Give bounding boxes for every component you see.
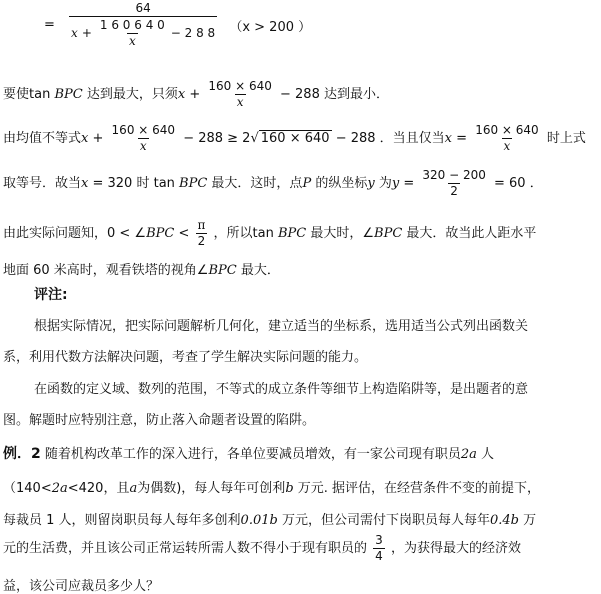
var-2a: 2a [51, 481, 68, 496]
radicand: 160 × 640 [260, 131, 330, 146]
inner-fraction-denominator: x [128, 34, 136, 48]
fraction-numerator: 160 × 640 [111, 123, 176, 137]
fraction [420, 169, 488, 198]
fraction-denominator: 2 [197, 234, 206, 248]
text-segment: 达到最大，只须 [82, 87, 178, 102]
text-segment: 元的生活费，并且该公司正常运转所需人数不得小于现有职员的 [3, 541, 368, 556]
equals-sign: = [399, 176, 415, 191]
equals-sign: = [44, 17, 55, 33]
angle-bpc: BPC [179, 176, 208, 191]
text-segment: 最大．这时，点 [207, 176, 303, 191]
value-0-01b: 0.01b [240, 513, 278, 528]
comment-paragraph-2-line-1: 在函数的定义域、数列的范围，不等式的成立条件等细节上构造陷阱等，是出题者的意 [34, 382, 529, 397]
var-x: x [444, 131, 453, 146]
formula-line-1 [3, 80, 389, 109]
angle-bpc: BPC [208, 263, 237, 278]
inner-fraction [98, 19, 167, 48]
var-y: y [391, 176, 400, 191]
example-line-5: 益，该公司应裁员多少人？ [3, 579, 160, 594]
fraction [473, 124, 541, 153]
comment-paragraph-1-line-1: 根据实际情况，把实际问题解析几何化，建立适当的坐标系，选用适当公式列出函数关 [34, 319, 529, 334]
text-segment: 人 [476, 447, 495, 462]
text-segment: ，为获得最大的经济效 [390, 541, 521, 556]
fraction-denominator: 2 [450, 184, 458, 198]
text-segment: 的纵坐标 [311, 176, 368, 191]
plus-sign: + [92, 131, 104, 146]
text-segment: 时 tan [132, 176, 180, 191]
formula-line-4 [3, 219, 536, 248]
text-segment: 为偶数)，每人每年可创利 [137, 481, 286, 496]
var-y: y [367, 176, 375, 191]
text-segment: 由均值不等式 [3, 131, 82, 146]
domain-condition: （x > 200 ） [229, 19, 312, 35]
fraction-denominator: x [139, 139, 147, 153]
var-a: a [129, 481, 138, 496]
text-segment: = 60 ． [494, 176, 543, 191]
example-line-1 [3, 443, 494, 463]
fraction-denominator: 4 [375, 549, 383, 563]
comment-paragraph-2-line-2: 图。解题时应特别注意，防止落入命题者设置的陷阱。 [3, 413, 316, 428]
fraction-denominator: x [236, 95, 244, 109]
text-segment: − 288 ≥ 2 [183, 131, 251, 146]
main-fraction-denominator [69, 16, 217, 48]
var-b: b [285, 481, 294, 496]
fraction-numerator: 160 × 640 [475, 123, 539, 137]
text-segment: 地面 60 米高时，观看铁塔的视角∠ [3, 263, 209, 278]
comment-paragraph-1-line-2: 系，利用代数方法解决问题，考查了学生解决实际问题的能力。 [3, 350, 368, 365]
main-fraction [69, 2, 217, 48]
text-segment: < [174, 226, 190, 241]
text-segment: 最大． [236, 263, 280, 278]
text-segment: − 288 ．当且仅当 [331, 131, 445, 146]
text-segment: 最大．故当此人距水平 [402, 226, 537, 241]
fraction-numerator: 160 × 640 [208, 79, 272, 93]
text-segment: 最大时，∠ [306, 226, 375, 241]
var-x: x [71, 26, 78, 40]
formula-line-3 [3, 169, 543, 198]
equals-sign: = [452, 131, 468, 146]
example-line-3 [3, 509, 536, 528]
plus-sign: + [189, 87, 201, 102]
angle-bpc: BPC [374, 226, 403, 241]
text-segment: 由此实际问题知，0 < ∠ [3, 226, 147, 241]
plus-sign: + [81, 26, 92, 40]
var-x: x [177, 87, 186, 102]
denominator-tail: − 2 8 8 [170, 26, 216, 40]
var-2a: 2a [460, 447, 477, 462]
text-segment: 为 [374, 176, 392, 191]
angle-bpc: BPC [277, 226, 307, 241]
formula-line-2 [3, 124, 586, 153]
text-segment: （140< [3, 481, 52, 496]
value-0-4b: 0.4b [489, 513, 519, 528]
angle-bpc: BPC [146, 226, 175, 241]
fraction [110, 124, 178, 153]
text-segment: = 320 [88, 176, 133, 191]
comment-title: 评注: [34, 287, 68, 303]
formula-line-5 [3, 259, 280, 278]
fraction-numerator: π [197, 218, 206, 232]
var-x: x [81, 131, 89, 146]
inner-fraction-numerator: 1 6 0 6 4 0 [99, 18, 165, 32]
text-segment: 万元，但公司需付下岗职员每人每年 [277, 513, 490, 528]
main-fraction-numerator: 64 [135, 1, 151, 15]
fraction-numerator: 3 [375, 533, 383, 547]
fraction-denominator: x [503, 139, 511, 153]
text-segment: 万 [518, 513, 537, 528]
text-segment: 时上式 [546, 131, 586, 146]
text-segment: 万元. 据评估，在经营条件不变的前提下， [293, 481, 541, 496]
fraction [206, 80, 274, 109]
text-segment: 随着机构改革工作的深入进行，各单位要减员增效，有一家公司现有职员 [40, 447, 461, 462]
text-segment: <420，且 [67, 481, 130, 496]
text-segment: 取等号．故当 [3, 176, 82, 191]
example-label: 例．2 [3, 446, 41, 462]
example-line-2 [3, 477, 540, 496]
fraction-three-quarters [373, 534, 385, 563]
formula-line-0 [44, 2, 311, 48]
square-root: √ 160 × 640 [250, 131, 330, 146]
text-segment: 要使tan [3, 87, 55, 102]
angle-bpc: BPC [54, 87, 83, 102]
fraction [196, 219, 208, 248]
text-segment: − 288 达到最小． [280, 87, 389, 102]
text-segment: 每裁员 1 人，则留岗职员每人每年多创利 [3, 513, 241, 528]
example-line-4 [3, 534, 521, 563]
point-p: P [302, 176, 312, 191]
fraction-numerator: 320 − 200 [422, 168, 486, 182]
var-x: x [81, 176, 89, 191]
text-segment: ，所以tan [213, 226, 278, 241]
